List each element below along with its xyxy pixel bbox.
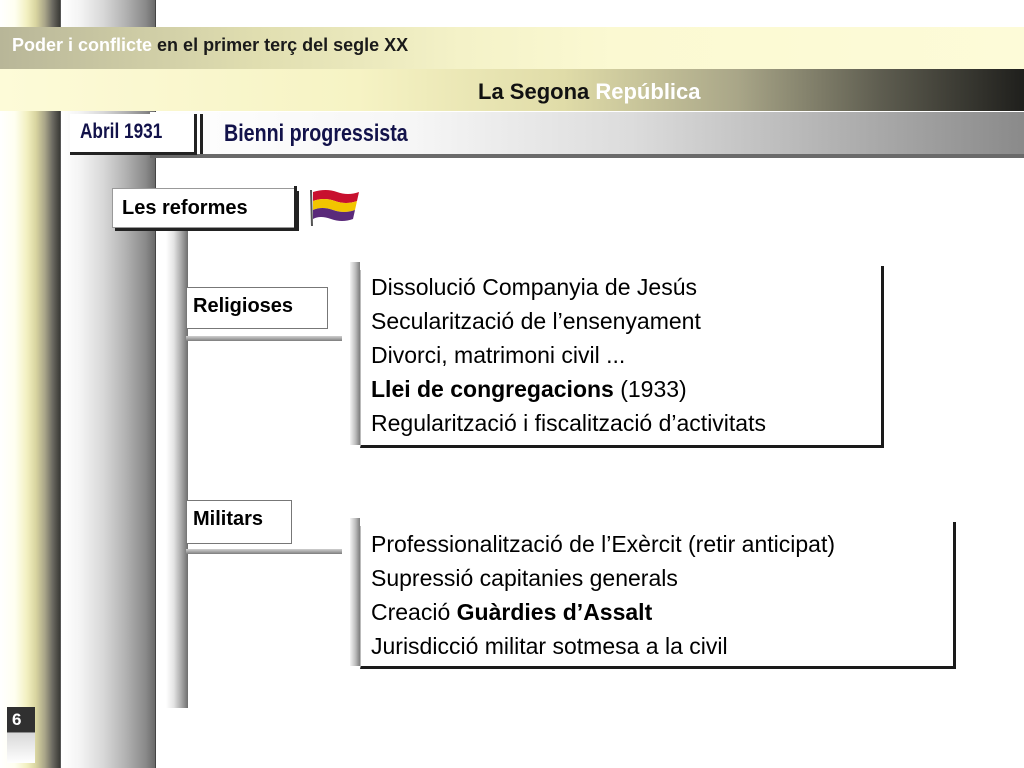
- course-title-band: [0, 27, 1024, 69]
- course-title-part1: Poder i conflicte: [12, 35, 153, 55]
- spanish-republic-flag-icon: [304, 186, 362, 228]
- reformes-separator: [294, 186, 297, 230]
- reformes-text: Les reformes: [122, 197, 248, 219]
- list-item: Professionalització de l’Exèrcit (retir anticipat): [371, 531, 836, 557]
- category-label: Religioses: [193, 295, 294, 317]
- page-number-badge: [7, 707, 35, 763]
- list-item: Regularització i fiscalització d’activitats: [371, 410, 766, 436]
- subtitle-part2: República: [595, 79, 701, 104]
- list-item: Secularització de l’ensenyament: [371, 308, 701, 334]
- category-label: Militars: [193, 508, 264, 530]
- date-text: Abril 1931: [80, 120, 163, 143]
- subtitle-part1: La Segona: [478, 79, 590, 104]
- list-item: Dissolució Companyia de Jesús: [371, 274, 697, 300]
- religioses-reform-list: [360, 270, 884, 448]
- section-band-shadow: [150, 154, 1024, 158]
- slide-subtitle: [478, 79, 701, 105]
- course-title-part2: en el primer terç del segle XX: [157, 35, 409, 55]
- list-item: Creació Guàrdies d’Assalt: [371, 599, 653, 625]
- course-title: [12, 35, 408, 56]
- inner-vertical-bar: [166, 230, 188, 708]
- list-item: Llei de congregacions (1933): [371, 376, 687, 402]
- period-label: [200, 114, 520, 152]
- category-religioses: [186, 287, 328, 329]
- period-text: Bienni progressista: [224, 120, 408, 147]
- date-label: [70, 114, 197, 155]
- page-number: 6: [12, 710, 22, 729]
- left-decorative-bar: [0, 0, 60, 768]
- category-connector: [186, 336, 342, 341]
- subtitle-band: [0, 69, 1024, 111]
- list-item: Divorci, matrimoni civil ...: [371, 342, 626, 368]
- militars-reform-list: [360, 526, 956, 669]
- category-connector: [186, 549, 342, 554]
- category-militars: [186, 500, 292, 544]
- reformes-label: [112, 188, 296, 228]
- list-item: Jurisdicció militar sotmesa a la civil: [371, 633, 728, 659]
- list-item: Supressió capitanies generals: [371, 565, 678, 591]
